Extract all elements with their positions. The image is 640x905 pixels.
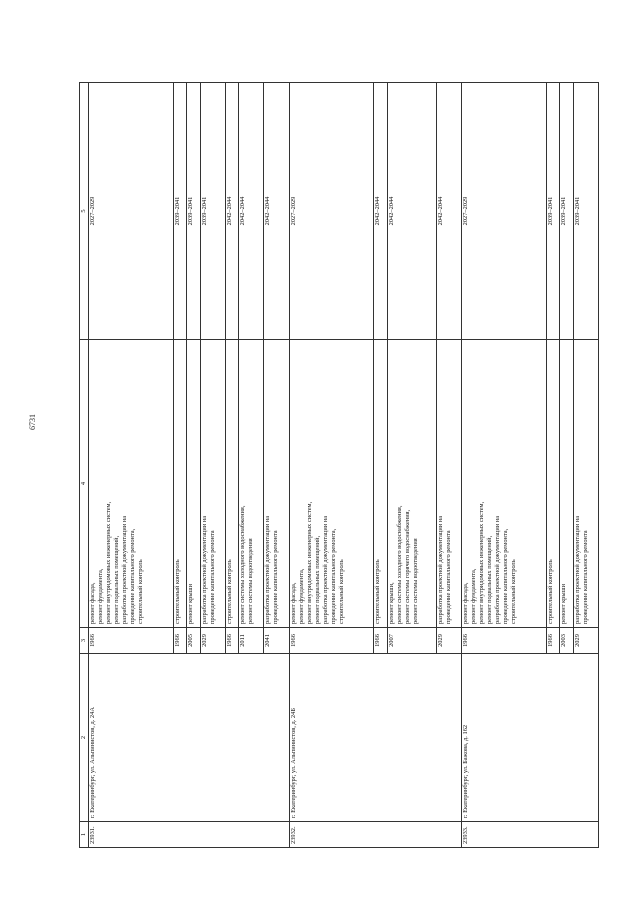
works-text: разработка проектной документации на проведение капитального ремонта bbox=[436, 515, 452, 624]
column-header: 1 bbox=[80, 822, 89, 848]
column-header: 4 bbox=[80, 340, 89, 628]
works-cell bbox=[187, 340, 200, 628]
period-cell: 2027–2029 bbox=[462, 83, 547, 340]
works-text: разработка проектной документации на проведение капитального ремонта bbox=[573, 515, 589, 624]
rotated-table-container bbox=[79, 83, 599, 848]
works-text: ремонт фасада, ремонт фундамента, ремонт внутридомовых инженерных систем, ремонт подвальных помещений, разработка проектной документации на проведение капитального ремонта, строительный контроль bbox=[289, 501, 345, 624]
year-cell: 1966 bbox=[89, 628, 174, 654]
works-cell bbox=[462, 340, 547, 628]
year-cell: 1966 bbox=[289, 628, 374, 654]
period-cell: 2027–2029 bbox=[89, 83, 174, 340]
year-cell: 1966 bbox=[546, 628, 559, 654]
year-cell: 1966 bbox=[374, 628, 387, 654]
works-cell bbox=[289, 340, 374, 628]
period-cell: 2027–2029 bbox=[289, 83, 374, 340]
year-cell: 1966 bbox=[462, 628, 547, 654]
period-cell: 2042–2044 bbox=[225, 83, 238, 340]
table-row bbox=[462, 83, 547, 848]
works-text: ремонт крыши bbox=[560, 583, 568, 624]
works-cell bbox=[89, 340, 174, 628]
year-cell: 2041 bbox=[264, 628, 289, 654]
period-cell: 2039–2041 bbox=[173, 83, 186, 340]
column-header: 2 bbox=[80, 654, 89, 822]
works-text: ремонт фасада, ремонт фундамента, ремонт внутридомовых инженерных систем, ремонт подвальных помещений, разработка проектной документации на проведение капитального ремонта, строительный контроль bbox=[89, 501, 144, 624]
period-cell: 2039–2041 bbox=[560, 83, 573, 340]
works-cell bbox=[387, 340, 436, 628]
column-header: 3 bbox=[80, 628, 89, 654]
column-number-row bbox=[80, 83, 89, 848]
year-cell: 2005 bbox=[187, 628, 200, 654]
year-cell: 2029 bbox=[200, 628, 225, 654]
year-cell: 1966 bbox=[225, 628, 238, 654]
page-number: 6731 bbox=[28, 414, 37, 430]
year-cell: 2003 bbox=[560, 628, 573, 654]
year-cell: 2007 bbox=[387, 628, 436, 654]
works-cell bbox=[573, 340, 598, 628]
column-header: 5 bbox=[80, 83, 89, 340]
works-text: ремонт крыши, ремонт системы холодного водоснабжения, ремонт системы горячего водоснабжения, ремонт системы водоотведения bbox=[387, 505, 419, 624]
period-cell: 2042–2044 bbox=[387, 83, 436, 340]
works-cell bbox=[436, 340, 461, 628]
building-number: 23933. bbox=[462, 822, 599, 848]
period-cell: 2042–2044 bbox=[436, 83, 461, 340]
building-number: 23932. bbox=[289, 822, 461, 848]
period-cell: 2039–2041 bbox=[200, 83, 225, 340]
period-cell: 2039–2041 bbox=[573, 83, 598, 340]
works-cell bbox=[173, 340, 186, 628]
year-cell: 2029 bbox=[436, 628, 461, 654]
works-cell bbox=[225, 340, 238, 628]
works-text: ремонт системы холодного водоснабжения, ремонт системы водоотведения bbox=[239, 505, 255, 624]
period-cell: 2042–2044 bbox=[239, 83, 264, 340]
building-address: г. Екатеринбург, ул. Альпинистов, д. 24А bbox=[89, 654, 290, 822]
building-address: г. Екатеринбург, ул. Бажова, д. 162 bbox=[462, 654, 599, 822]
period-cell: 2042–2044 bbox=[374, 83, 387, 340]
works-text: строительный контроль bbox=[374, 559, 382, 624]
year-cell: 2011 bbox=[239, 628, 264, 654]
works-text: ремонт фасада, ремонт фундамента, ремонт внутридомовых инженерных систем, ремонт подвальных помещений, разработка проектной документации на проведение капитального ремонта, строительный контроль bbox=[462, 501, 518, 624]
period-cell: 2042–2044 bbox=[264, 83, 289, 340]
works-cell bbox=[374, 340, 387, 628]
year-cell: 2029 bbox=[573, 628, 598, 654]
works-cell bbox=[560, 340, 573, 628]
works-text: разработка проектной документации на проведение капитального ремонта bbox=[200, 515, 216, 624]
building-address: г. Екатеринбург, ул. Альпинистов, д. 24Б bbox=[289, 654, 461, 822]
works-text: ремонт крыши bbox=[187, 583, 195, 624]
year-cell: 1966 bbox=[173, 628, 186, 654]
works-text: строительный контроль bbox=[546, 559, 554, 624]
period-cell: 2039–2041 bbox=[546, 83, 559, 340]
works-text: строительный контроль bbox=[225, 559, 233, 624]
building-number: 23931. bbox=[89, 822, 290, 848]
table-row bbox=[89, 83, 174, 848]
period-cell: 2039–2041 bbox=[187, 83, 200, 340]
works-cell bbox=[546, 340, 559, 628]
works-text: разработка проектной документации на проведение капитального ремонта bbox=[264, 515, 280, 624]
works-cell bbox=[239, 340, 264, 628]
table-row bbox=[289, 83, 374, 848]
works-cell bbox=[264, 340, 289, 628]
works-cell bbox=[200, 340, 225, 628]
works-text: строительный контроль bbox=[173, 559, 181, 624]
repair-schedule-table bbox=[79, 82, 599, 848]
